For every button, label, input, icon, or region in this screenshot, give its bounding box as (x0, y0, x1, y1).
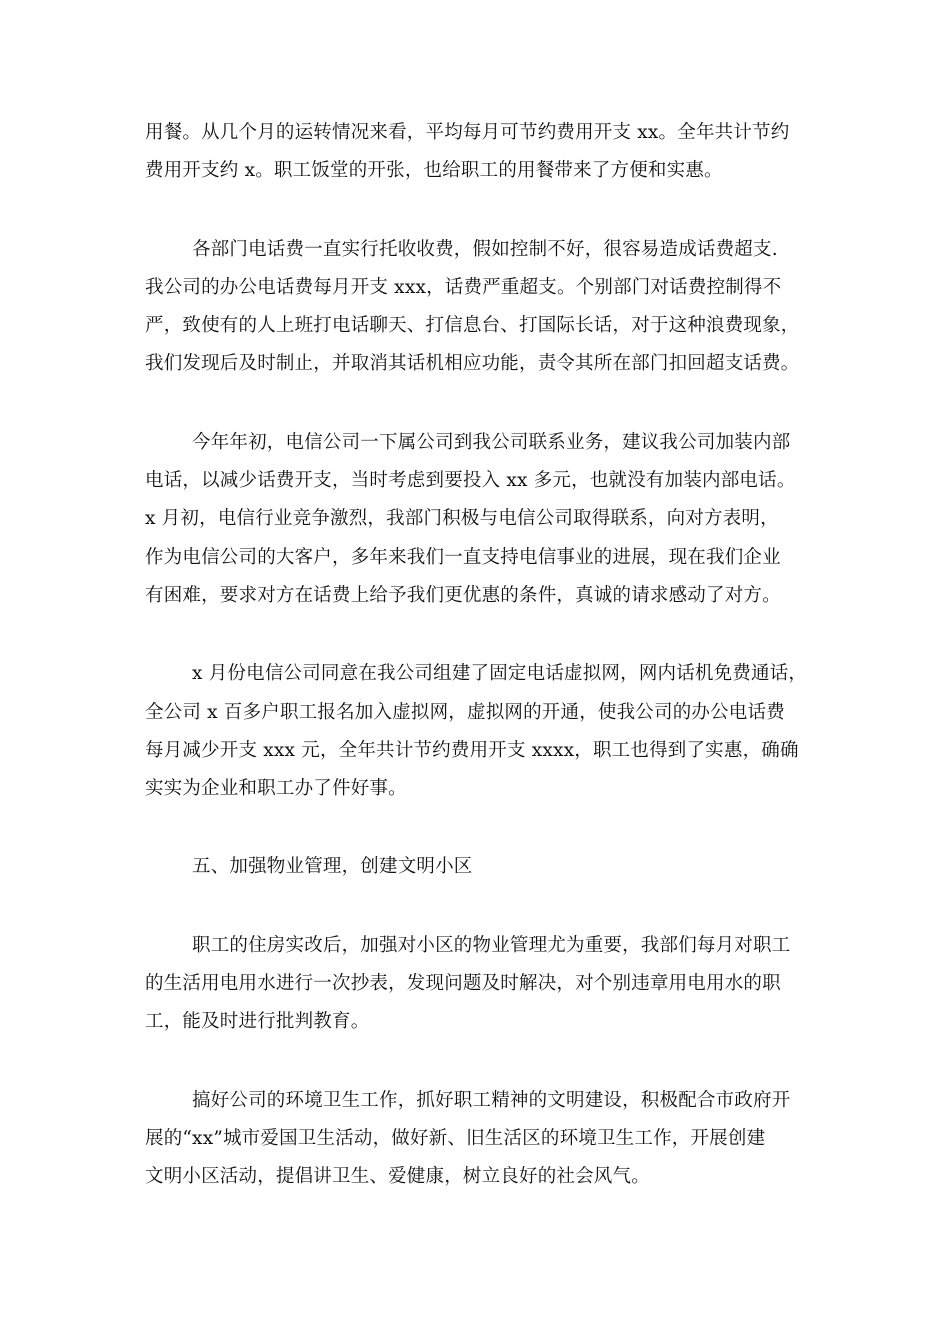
paragraph-canteen-savings (145, 114, 810, 191)
text-line: 各部门电话费一直实行托收收费，假如控制不好，很容易造成话费超支. (192, 238, 778, 260)
paragraph-phone-fees (145, 231, 810, 384)
text-line: 全公司 x 百多户职工报名加入虚拟网，虚拟网的开通，使我公司的办公电话费 (145, 701, 785, 723)
paragraph-meter-reading (145, 927, 810, 1042)
text-line: 职工的住房实改后，加强对小区的物业管理尤为重要，我部们每月对职工 (192, 934, 791, 956)
text-line: 作为电信公司的大客户，多年来我们一直支持电信事业的进展，现在我们企业 (145, 546, 781, 568)
section-heading-property-management (145, 848, 810, 886)
paragraph-environment-hygiene (145, 1082, 810, 1197)
paragraph-gap (145, 808, 810, 848)
text-line: 每月减少开支 xxx 元，全年共计节约费用开支 xxxx，职工也得到了实惠，确确 (145, 739, 799, 761)
text-line: 展的“xx”城市爱国卫生活动，做好新、旧生活区的环境卫生工作，开展创建 (145, 1127, 766, 1149)
paragraph-telecom-negotiation (145, 424, 810, 615)
paragraph-gap (145, 384, 810, 424)
text-line: 严，致使有的人上班打电话聊天、打信息台、打国际长话，对于这种浪费现象， (145, 315, 800, 337)
text-line: 工，能及时进行批判教育。 (145, 1011, 370, 1033)
paragraph-gap (145, 615, 810, 655)
paragraph-gap (145, 191, 810, 231)
text-line: 费用开支约 x。职工饭堂的开张，也给职工的用餐带来了方便和实惠。 (145, 160, 723, 182)
text-line: 我们发现后及时制止，并取消其话机相应功能，责令其所在部门扣回超支话费。 (145, 353, 800, 375)
section-heading: 五、加强物业管理，创建文明小区 (192, 856, 473, 878)
paragraph-gap (145, 887, 810, 927)
text-line: 的生活用电用水进行一次抄表，发现问题及时解决，对个别违章用电用水的职 (145, 973, 781, 995)
text-line: 文明小区活动，提倡讲卫生、爱健康，树立良好的社会风气。 (145, 1166, 650, 1188)
paragraph-gap (145, 1042, 810, 1082)
text-line: 有困难，要求对方在话费上给予我们更优惠的条件，真诚的请求感动了对方。 (145, 584, 781, 606)
document-body (145, 114, 810, 1197)
text-line: 电话，以减少话费开支，当时考虑到要投入 xx 多元，也就没有加装内部电话。 (145, 470, 796, 492)
text-line: 今年年初，电信公司一下属公司到我公司联系业务，建议我公司加装内部 (192, 431, 791, 453)
paragraph-virtual-network (145, 655, 810, 808)
text-line: 用餐。从几个月的运转情况来看，平均每月可节约费用开支 xx。全年共计节约 (145, 122, 790, 143)
text-line: x 月初，电信行业竞争激烈，我部门积极与电信公司取得联系，向对方表明， (145, 508, 779, 530)
text-line: x 月份电信公司同意在我公司组建了固定电话虚拟网，网内话机免费通话， (192, 663, 808, 685)
text-line: 实实为企业和职工办了件好事。 (145, 778, 407, 800)
text-line: 我公司的办公电话费每月开支 xxx，话费严重超支。个别部门对话费控制得不 (145, 276, 782, 298)
text-line: 搞好公司的环境卫生工作，抓好职工精神的文明建设，积极配合市政府开 (192, 1089, 791, 1111)
